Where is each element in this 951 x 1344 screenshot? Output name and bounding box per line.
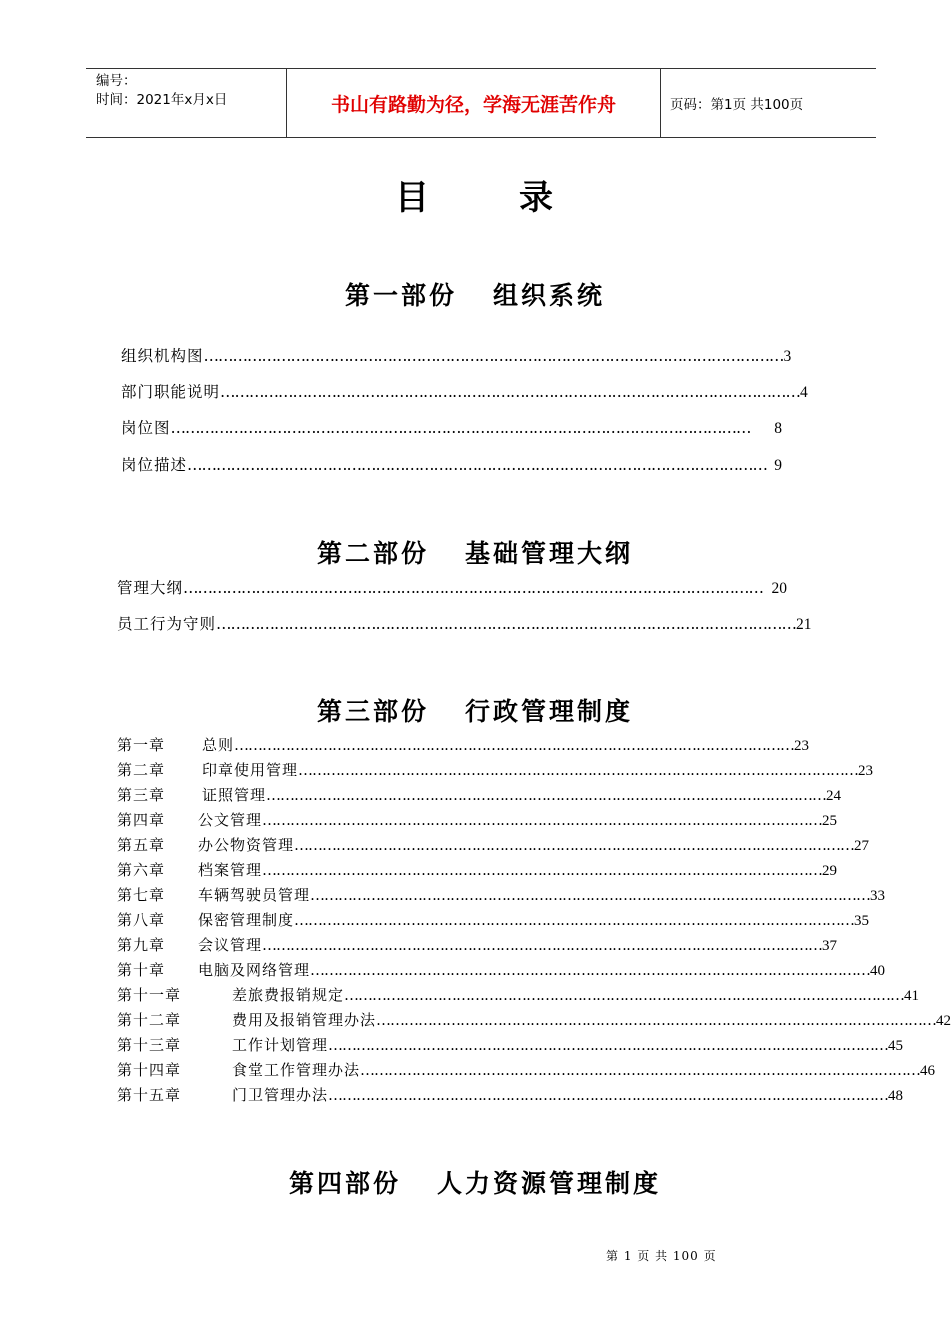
number-label: 编号： [96,73,137,89]
toc-entry-page: 48 [888,1088,904,1104]
toc-entry-title: 电脑及网络管理 [198,961,311,979]
toc-entry-page: 9 [774,457,782,474]
toc-entry-title: 岗位描述 [121,456,188,474]
toc-entry[interactable] [117,1009,951,1030]
toc-leader-dots: ………………………………………………………………………………………………………… [328,1086,889,1104]
toc-entry-page: 23 [858,763,874,779]
toc-entry[interactable] [117,959,886,980]
toc-entry-title: 工作计划管理 [232,1036,329,1054]
toc-entry[interactable] [117,759,874,780]
toc-title-char: 目 [395,178,431,218]
part-heading [0,534,950,570]
toc-entry-page: 23 [794,738,810,754]
toc-entry[interactable] [117,1034,904,1055]
toc-entry[interactable] [117,884,886,905]
toc-title-char: 录 [519,178,555,218]
part-heading [0,692,950,728]
toc-entry-page: 37 [822,938,838,954]
toc-leader-dots: ………………………………………………………………………………………………………… [183,579,764,597]
toc-leader-dots: ………………………………………………………………………………………………………… [262,861,823,879]
toc-entry[interactable] [117,1084,904,1105]
toc-chapter: 第七章 [117,886,166,904]
toc-entry[interactable] [117,984,920,1005]
toc-leader-dots: ………………………………………………………………………………………………………… [376,1011,937,1029]
toc-leader-dots: ………………………………………………………………………………………………………… [220,383,801,401]
toc-entry-page: 29 [822,863,838,879]
toc-entry-title: 会议管理 [198,936,263,954]
toc-chapter: 第十一章 [117,986,182,1004]
toc-entry-title: 门卫管理办法 [232,1086,329,1104]
toc-chapter: 第二章 [117,761,166,779]
toc-chapter: 第三章 [117,786,166,804]
toc-leader-dots: ………………………………………………………………………………………………………… [344,986,905,1004]
toc-entry-page: 40 [870,963,886,979]
toc-leader-dots: ………………………………………………………………………………………………………… [266,786,827,804]
part-name: 组织系统 [493,281,606,310]
toc-entry-title: 管理大纲 [117,579,184,597]
toc-entry-title: 部门职能说明 [121,383,221,401]
part-label: 第四部份 [288,1169,401,1198]
toc-entry-page: 46 [920,1063,936,1079]
toc-entry-title: 员工行为守则 [117,615,217,633]
toc-leader-dots: ………………………………………………………………………………………………………… [294,836,855,854]
toc-entry[interactable] [121,416,782,438]
toc-leader-dots: ………………………………………………………………………………………………………… [234,736,795,754]
toc-entry-page: 21 [796,616,812,633]
toc-chapter: 第十章 [117,961,166,979]
part-name: 人力资源管理制度 [437,1169,662,1198]
toc-entry[interactable] [117,809,838,830]
toc-entry-page: 20 [771,580,787,597]
toc-entry-page: 24 [826,788,842,804]
toc-entry-page: 25 [822,813,838,829]
toc-entry-title: 总则 [202,736,235,754]
toc-leader-dots: ………………………………………………………………………………………………………… [216,615,797,633]
toc-chapter: 第十五章 [117,1086,182,1104]
toc-chapter: 第五章 [117,836,166,854]
part-name: 行政管理制度 [465,697,634,726]
toc-entry-page: 4 [800,384,808,401]
toc-leader-dots: ………………………………………………………………………………………………………… [203,347,784,365]
toc-entry[interactable] [117,859,838,880]
toc-entry-title: 车辆驾驶员管理 [198,886,311,904]
part-name: 基础管理大纲 [465,539,634,568]
toc-chapter: 第九章 [117,936,166,954]
header-meta [86,69,286,137]
toc-entry[interactable] [117,784,842,805]
toc-entry[interactable] [117,834,870,855]
toc-leader-dots: ………………………………………………………………………………………………………… [187,456,768,474]
toc-leader-dots: ………………………………………………………………………………………………………… [262,936,823,954]
toc-leader-dots: ………………………………………………………………………………………………………… [310,886,871,904]
toc-leader-dots: ………………………………………………………………………………………………………… [262,811,823,829]
toc-chapter: 第八章 [117,911,166,929]
part-heading [0,1164,950,1200]
part-label: 第二部份 [316,539,429,568]
toc-entry[interactable] [121,344,792,366]
toc-chapter: 第六章 [117,861,166,879]
toc-leader-dots: ………………………………………………………………………………………………………… [170,419,751,437]
toc-entry-title: 岗位图 [121,419,171,437]
toc-entry-title: 费用及报销管理办法 [232,1011,377,1029]
toc-entry-page: 42 [936,1013,951,1029]
toc-leader-dots: ………………………………………………………………………………………………………… [294,911,855,929]
part-label: 第三部份 [316,697,429,726]
toc-entry-title: 印章使用管理 [202,761,299,779]
toc-leader-dots: ………………………………………………………………………………………………………… [298,761,859,779]
toc-entry-page: 33 [870,888,886,904]
toc-entry[interactable] [117,576,787,598]
toc-entry-title: 保密管理制度 [198,911,295,929]
toc-leader-dots: ………………………………………………………………………………………………………… [360,1061,921,1079]
toc-entry-title: 证照管理 [202,786,267,804]
toc-title [0,170,950,219]
toc-entry[interactable] [117,1059,936,1080]
toc-entry[interactable] [117,612,812,634]
toc-leader-dots: ………………………………………………………………………………………………………… [328,1036,889,1054]
toc-leader-dots: ………………………………………………………………………………………………………… [310,961,871,979]
toc-chapter: 第十二章 [117,1011,182,1029]
document-header [86,68,876,138]
toc-entry-page: 8 [774,420,782,437]
toc-entry-page: 41 [904,988,920,1004]
page-footer: 第 1 页 共 100 页 [606,1249,717,1263]
toc-entry-title: 差旅费报销规定 [232,986,345,1004]
toc-entry-page: 45 [888,1038,904,1054]
toc-chapter: 第十四章 [117,1061,182,1079]
toc-entry-title: 组织机构图 [121,347,204,365]
toc-entry-title: 档案管理 [198,861,263,879]
toc-entry-page: 35 [854,913,870,929]
time-label: 时间：2021年x月x日 [96,92,228,108]
toc-chapter: 第四章 [117,811,166,829]
toc-chapter: 第十三章 [117,1036,182,1054]
toc-entry-page: 3 [783,348,792,365]
toc-entry[interactable] [121,380,808,402]
toc-entry[interactable] [117,934,838,955]
toc-entry-title: 食堂工作管理办法 [232,1061,361,1079]
toc-entry-page: 27 [854,838,870,854]
part-label: 第一部份 [344,281,457,310]
header-page-info: 页码：第1页 共100页 [670,97,804,113]
part-heading [0,276,950,312]
toc-entry-title: 办公物资管理 [198,836,295,854]
toc-entry[interactable] [121,453,782,475]
toc-entry[interactable] [117,734,810,755]
toc-entry[interactable] [117,909,870,930]
header-motto: 书山有路勤为径，学海无涯苦作舟 [330,93,616,116]
toc-chapter: 第一章 [117,736,166,754]
toc-entry-title: 公文管理 [198,811,263,829]
